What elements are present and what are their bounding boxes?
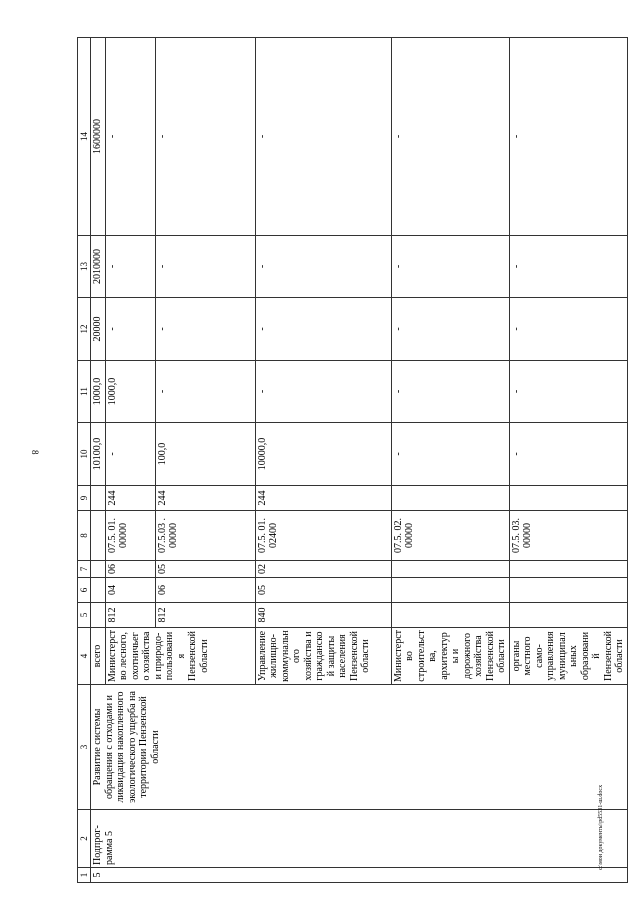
executor-name: Министерство лесного, охотничьего хозяйства и природо-пользования Пензенской области (105, 628, 255, 685)
total-value: 10100,0 (91, 423, 106, 486)
table-cell: - (391, 298, 509, 361)
executor-name: Управление жилищно-коммунального хозяйства и гражданской защиты населения Пензенской области (255, 628, 391, 685)
col-num: 14 (78, 38, 91, 236)
table-cell (509, 603, 627, 628)
budget-table (77, 37, 628, 883)
col-num: 3 (78, 685, 91, 810)
table-cell: - (155, 361, 255, 423)
table-cell: 100,0 (155, 423, 255, 486)
col-num: 5 (78, 603, 91, 628)
table-cell: - (391, 423, 509, 486)
table-cell: 07.5.03 . 00000 (155, 511, 255, 561)
table-cell: - (509, 298, 627, 361)
table-cell: 02 (255, 561, 391, 578)
table-cell: 840 (255, 603, 391, 628)
table-cell (391, 561, 509, 578)
col-num: 4 (78, 628, 91, 685)
table-cell: - (509, 38, 627, 236)
table-cell: 06 (155, 578, 255, 603)
table-cell: - (105, 38, 155, 236)
table-cell: - (509, 361, 627, 423)
table-cell: 1000,0 (105, 361, 155, 423)
table-cell: - (509, 423, 627, 486)
table-cell: 07.5. 02. 00000 (391, 511, 509, 561)
footer-file-path: c:\мои документы\pd5531-ш.docx (598, 784, 604, 870)
col-num: 7 (78, 561, 91, 578)
executor-name: органы местного само-управления муниципальных образований Пензенской области (509, 628, 627, 685)
table-cell: 244 (255, 486, 391, 511)
table-cell: - (105, 236, 155, 298)
table-cell: - (255, 298, 391, 361)
table-cell: - (155, 236, 255, 298)
table-cell: - (255, 361, 391, 423)
executor-name: Министерство строительства, архитектуры и дорожного хозяйства Пензенской области (391, 628, 509, 685)
col-num: 8 (78, 511, 91, 561)
table-cell: 05 (255, 578, 391, 603)
page-number: 8 (30, 450, 40, 455)
table-cell (391, 578, 509, 603)
total-value: 20000 (91, 298, 106, 361)
table-cell (509, 578, 627, 603)
table-cell: 07.5. 01. 00000 (105, 511, 155, 561)
col-num: 9 (78, 486, 91, 511)
table-cell (391, 603, 509, 628)
table-cell: 06 (105, 561, 155, 578)
table-cell (509, 486, 627, 511)
table-cell: 10000,0 (255, 423, 391, 486)
col-num: 13 (78, 236, 91, 298)
table-cell: 812 (105, 603, 155, 628)
table-cell: - (509, 236, 627, 298)
column-number-row (78, 38, 91, 883)
table-cell (391, 486, 509, 511)
table-cell: - (105, 298, 155, 361)
table-cell: - (105, 423, 155, 486)
table-cell: 244 (155, 486, 255, 511)
subprogram-cell: Подпрог-рамма 5 (91, 810, 628, 868)
table-cell: - (391, 361, 509, 423)
total-value: 1000,0 (91, 361, 106, 423)
total-value: 2010000 (91, 236, 106, 298)
total-row (91, 38, 106, 883)
col-num: 10 (78, 423, 91, 486)
rotated-table-container (77, 38, 625, 883)
table-cell: 07.5. 01. 02400 (255, 511, 391, 561)
total-value: 1600000 (91, 38, 106, 236)
table-cell: 05 (155, 561, 255, 578)
col-num: 6 (78, 578, 91, 603)
table-cell: - (391, 236, 509, 298)
table-cell: 244 (105, 486, 155, 511)
col-num: 12 (78, 298, 91, 361)
table-cell: - (391, 38, 509, 236)
col-num: 11 (78, 361, 91, 423)
table-cell: 04 (105, 578, 155, 603)
table-cell: - (155, 38, 255, 236)
table-cell: - (255, 236, 391, 298)
table-cell (509, 561, 627, 578)
table-cell: 07.5. 03. 00000 (509, 511, 627, 561)
table-cell: 812 (155, 603, 255, 628)
table-cell: - (155, 298, 255, 361)
col-num: 1 (78, 868, 91, 883)
subprogram-title-cell: Развитие системы обращения с отходами и ликвидация накопленного экологического ущерба на территории Пензенской области (91, 685, 628, 810)
table-cell: - (255, 38, 391, 236)
col-num: 2 (78, 810, 91, 868)
row-number-cell: 5 (91, 868, 628, 883)
total-label: всего (91, 628, 106, 685)
